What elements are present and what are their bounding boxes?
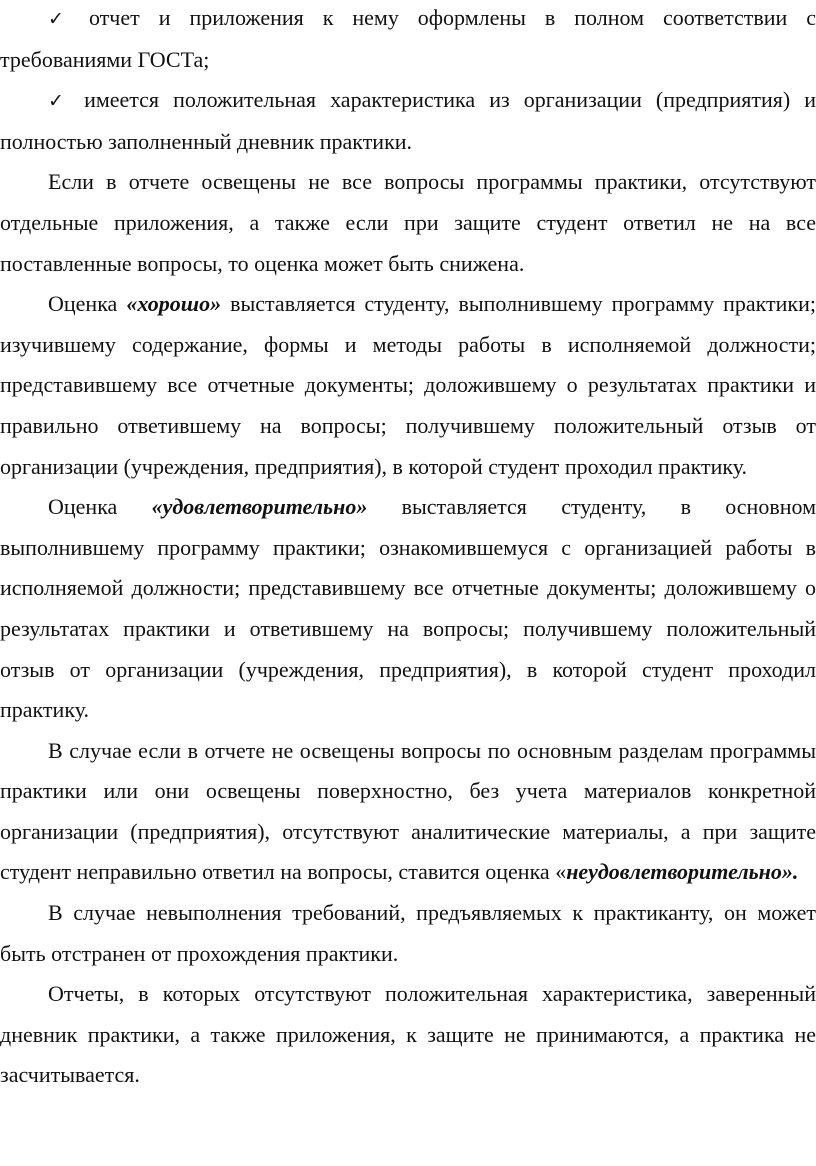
paragraph-grade-good [0,284,816,487]
paragraph-lowered-grade: Если в отчете освещены не все вопросы программы практики, отсутствуют отдельные приложения, а также если при защите студент ответил не на все поставленные вопросы, то оценка может быть снижена. [0,169,816,276]
paragraph-text: В случае если в отчете не освещены вопросы по основным разделам программы практики или они освещены поверхностно, без учета материалов конкретной организации (предприятия), отсутствуют аналитические материалы, а при защите студент неправильно ответил на вопросы, ставится оценка « [0,737,816,885]
paragraph-text: Оценка [48,494,152,520]
checklist-item-text: отчет и приложения к нему оформлены в полном соответствии с требованиями ГОСТа; [0,5,816,72]
paragraph-suspension: В случае невыполнения требований, предъявляемых к практиканту, он может быть отстранен от прохождения практики. [0,900,816,966]
grade-term: «хорошо» [126,291,222,317]
paragraph-grade-unsatisfactory [0,731,816,893]
paragraph-text: выставляется студенту, в основном выполнившему программу практики; ознакомившемуся с организацией работы в исполняемой должности; представившему все отчетные документы; доложившему о результатах практики и ответившему на вопросы; получившему положительный отзыв от организации (учреждения, предприятия), в которой студент проходил практику. [0,494,816,723]
checkmark-icon: ✓ [48,8,64,30]
paragraph-reports-rejected: Отчеты, в которых отсутствуют положительная характеристика, заверенный дневник практики, а также приложения, к защите не принимаются, а практика не засчитывается. [0,981,816,1088]
paragraph-text: ». [781,859,799,885]
checklist-item [0,0,816,80]
grade-term: неудовлетворительно [566,859,782,885]
checkmark-icon: ✓ [48,90,64,113]
grade-term: «удовлетворительно» [151,494,368,520]
paragraph-text: Оценка [48,291,127,317]
checklist-item-text: имеется положительная характеристика из организации (предприятия) и полностью заполненный дневник практики. [0,87,816,154]
paragraph-text: выставляется студенту, выполнившему программу практики; изучившему содержание, формы и методы работы в исполняемой должности; представившему все отчетные документы; доложившему о результатах практики и правильно ответившему на вопросы; получившему положительный отзыв от организации (учреждения, предприятия), в которой студент проходил практику. [0,291,816,479]
checklist-item [0,80,816,162]
paragraph-grade-satisfactory [0,487,816,731]
